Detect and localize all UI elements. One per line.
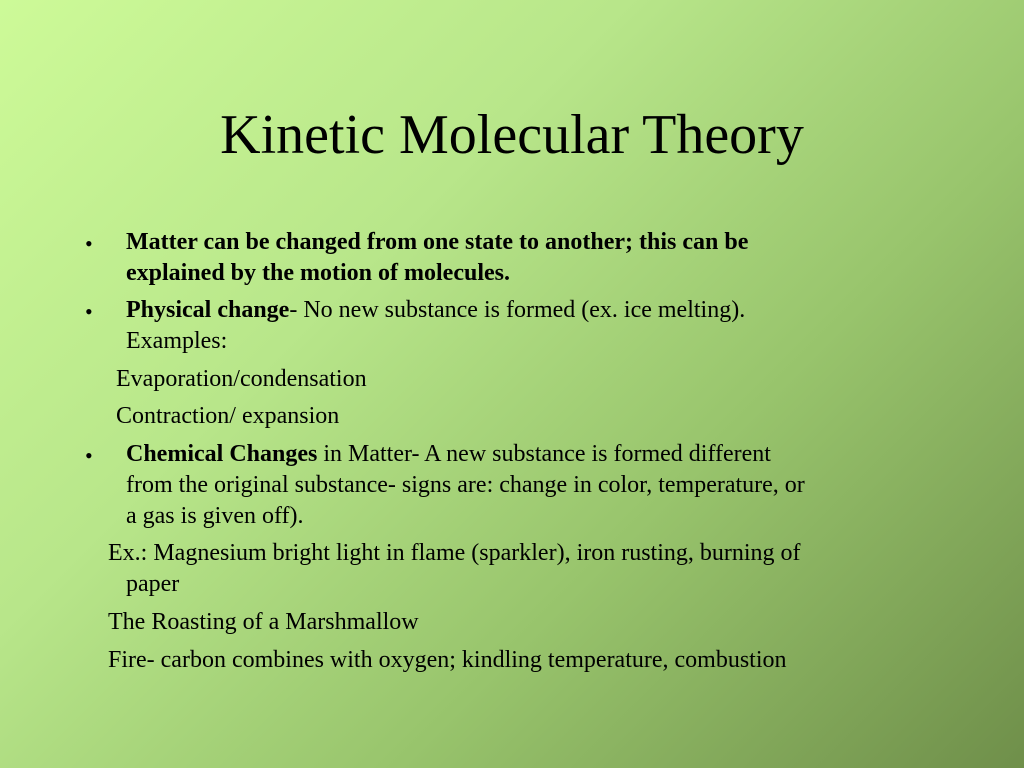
- chemical-change-text: in Matter- A new substance is formed different: [317, 441, 771, 467]
- slide-title: Kinetic Molecular Theory: [220, 104, 804, 166]
- chemical-example-line-1: Ex.: Magnesium bright light in flame (sparkler), iron rusting, burning of: [108, 540, 801, 566]
- physical-change-line: [126, 295, 745, 326]
- matter-line-2: explained by the motion of molecules.: [126, 260, 510, 286]
- chemical-change-line: [126, 439, 771, 470]
- chemical-example-line-2: paper: [126, 571, 180, 597]
- physical-example-evaporation: Evaporation/condensation: [116, 366, 367, 392]
- bullet-icon: •: [85, 443, 93, 468]
- physical-change-term: Physical change: [126, 297, 290, 323]
- chemical-change-line-2: from the original substance- signs are: change in color, temperature, or: [126, 472, 805, 498]
- bullet-icon: •: [85, 231, 93, 256]
- chemical-change-term: Chemical Changes: [126, 441, 318, 467]
- chemical-example-fire: Fire- carbon combines with oxygen; kindling temperature, combustion: [108, 647, 787, 673]
- bullet-icon: •: [85, 299, 93, 324]
- chemical-change-line-3: a gas is given off).: [126, 503, 304, 529]
- physical-examples-label: Examples:: [126, 328, 228, 354]
- physical-change-text: - No new substance is formed (ex. ice melting).: [289, 297, 746, 323]
- chemical-example-roasting: The Roasting of a Marshmallow: [108, 609, 419, 635]
- matter-line-1: Matter can be changed from one state to another; this can be: [126, 229, 749, 255]
- physical-example-contraction: Contraction/ expansion: [116, 403, 340, 429]
